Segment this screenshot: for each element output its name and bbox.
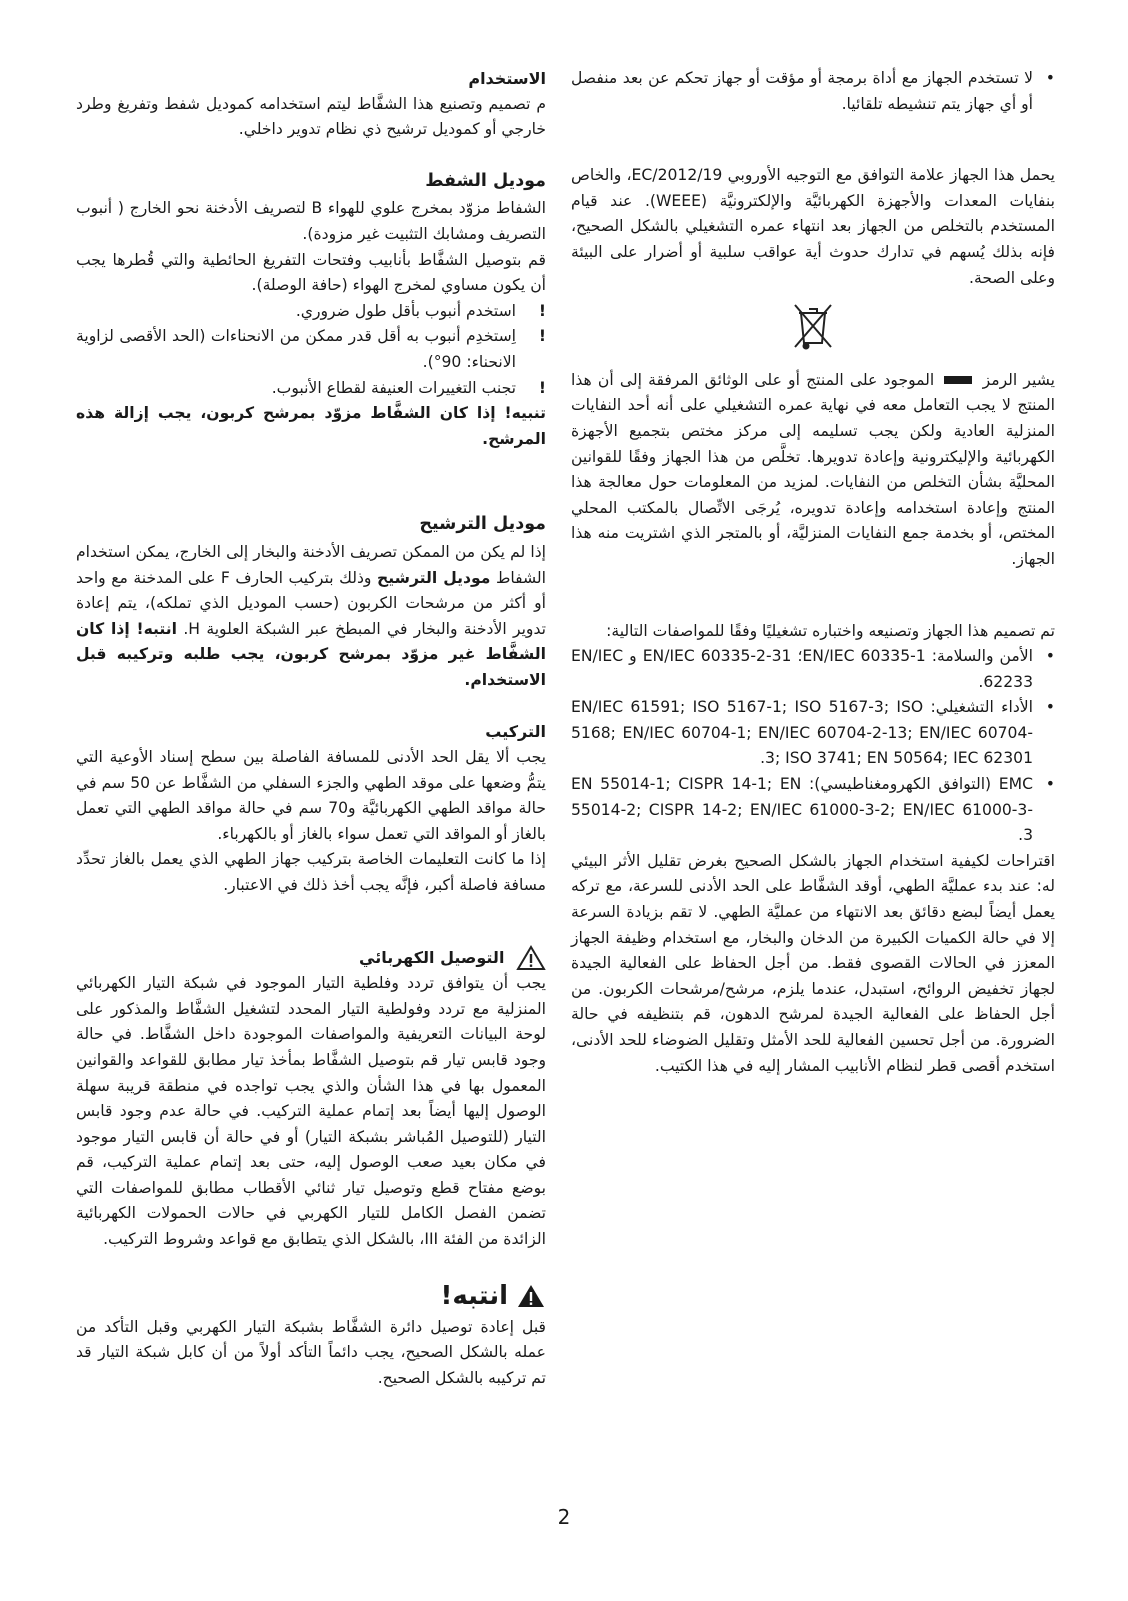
- bullet-item: [76, 299, 546, 325]
- exclamation-mark: !: [538, 378, 546, 397]
- electrical-heading: [76, 945, 546, 972]
- emc-label: EMC (التوافق الكهرومغناطيسي):: [809, 775, 1033, 794]
- attention-paragraph: قبل إعادة توصيل دائرة الشفَّاط بشبكة التيار الكهربي وقبل التأكد من عمله بالشكل الصحيح، يجب دائماً التأكد أولاً من أن كابل شبكة التيار قد تم تركيبه بالشكل الصحيح.: [76, 1317, 546, 1387]
- warning-triangle-outline-icon: [516, 945, 546, 971]
- filter-paragraph: [76, 540, 546, 694]
- filter-bold-1: موديل الترشيح: [377, 568, 491, 587]
- bullet-dot: •: [1045, 69, 1055, 87]
- exclamation-mark: !: [538, 301, 546, 320]
- emc-standards: EN 55014-1; CISPR 14-1; EN 55014-2; CISPR 14-2; EN/IEC 61000-3-2; EN/IEC 61000-3-3.: [571, 775, 1033, 845]
- page-number: 2: [557, 1505, 571, 1529]
- symbol-text-before: يشير الرمز: [982, 370, 1055, 389]
- timer-warning-item: [571, 66, 1055, 117]
- attention-heading-text: انتبه!: [440, 1280, 508, 1311]
- install-heading: التركيب: [485, 722, 546, 742]
- symbol-text-after: الموجود على المنتج أو على الوثائق المرفقة إلى أن هذا المنتج لا يجب التعامل معه في نهاية عمره التشغيلي على أنه أحد النفايات المنزلية العادية ولكن يجب تسليمه إلى مركز مختص بتجميع الأجهزة الكهربائية والإليكترونية وإعادة تدويرها. تخلَّص من هذا الجهاز وفقًا للقوانين المحليَّة بشأن التخلص من النفايات. لمزيد من المعلومات حول معالجة هذا المنتج وإعادة استخدامه وإعادة تدويره، يُرجَى الاتِّصال بالمكتب المحلي المختص، أو بخدمة جمع النفايات المنزليَّة، أو بالمتجر الذي اشتريت منه هذا الجهاز.: [571, 370, 1055, 568]
- use-paragraph: م تصميم وتصنيع هذا الشفَّاط ليتم استخدامه كموديل شفط وتفريغ وطرد خارجي أو كموديل ترشيح ذي نظام تدوير داخلي.: [76, 94, 546, 139]
- carbon-filter-warning: تنبيه! إذا كان الشفَّاط مزوّد بمرشح كربون، يجب إزالة هذه المرشح.: [76, 404, 546, 448]
- symbol-paragraph: [571, 368, 1055, 573]
- install-paragraph-1: يجب ألا يقل الحد الأدنى للمسافة الفاصلة بين سطح إسناد الأوعية التي يتمُّ وضعها على موقد الطهي والجزء السفلي من الشفَّاط عن 50 سم في حالة مواقد الطهي الكهربائيَّة و70 سم في حالة مواقد الطهي التي تعمل بالغاز أو المواقد التي تعمل سواء بالغاز أو بالكهرباء.: [76, 748, 546, 843]
- exclamation-mark: !: [538, 327, 546, 346]
- filter-heading: موديل الترشيح: [419, 514, 546, 535]
- filter-text-2: وذلك بتركيب الحارف F على المدخنة مع واحد أو أكثر من مرشحات الكربون (حسب الموديل الذي تملكه)، يتم إعادة تدوير الأدخنة والبخار في المبطخ عبر الشبكة العلوية H.: [76, 568, 546, 638]
- weee-paragraph: يحمل هذا الجهاز علامة التوافق مع التوجيه الأوروبي 2012/19/EC، والخاص بنفايات المعدات والأجهزة الكهربائيَّة والإلكترونيَّة (WEEE). عند قيام المستخدم بالتخلص من الجهاز بعد انتهاء عمره التشغيلي بالشكل الصحيح، فإنه بذلك يُسهم في تدارك حدوث أية عواقب سلبية أو أضرار على البيئة وعلى الصحة.: [571, 166, 1056, 287]
- use-heading: الاستخدام: [468, 69, 546, 88]
- bullet-dot: •: [1045, 698, 1055, 717]
- bullet-dot: •: [1045, 647, 1055, 666]
- usage-tips-paragraph: اقتراحات لكيفية استخدام الجهاز بالشكل الصحيح بغرض تقليل الأثر البيئي له: عند بدء عمليَّة الطهي، أوقد الشفَّاط على الحد الأدنى للسرعة، مع تركه يعمل أيضاً لبضع دقائق بعد الانتهاء من عمليَّة الطهي. لا تقم بزيادة السرعة إلا في حالة الكميات الكبيرة من الدخان والبخار، مع استخدام وظيفة الجهاز المعزز في الحالات القصوى فقط. من أجل الحفاظ على الفعالية الجيدة لجهاز تخفيض الروائح، استبدل، عندما يلزم، مرشح/مرشحات الكربون. من أجل الحفاظ على الفعالية الجيدة لمرشح الدهون، قم بتنظيفه في حالة الضرورة. من أجل تحسين الفعالية للحد الأمثل وتقليل الضوضاء للحد الأدنى، استخدم أقصى قطر لنظام الأنابيب المشار إليه في هذا الكتيب.: [571, 851, 1055, 1075]
- suction-paragraph-2: قم بتوصيل الشفَّاط بأنابيب وفتحات التفريغ الحائطية والتي قُطرها يجب أن يكون مساوي لمخرج الهواء (حافة الوصلة).: [76, 250, 546, 295]
- left-column: [76, 66, 546, 1391]
- filter-text-1: إذا لم يكن من الممكن تصريف الأدخنة والبخار إلى الخارج، يمكن استخدام الشفاط: [76, 542, 546, 587]
- safety-label: الأمن والسلامة:: [931, 647, 1033, 666]
- install-paragraph-2: إذا ما كانت التعليمات الخاصة بتركيب جهاز الطهي الذي يعمل بالغاز تحدِّد مسافة فاصلة أكبر، فإنَّه يجب أخذ ذلك في الاعتبار.: [76, 850, 546, 895]
- bullet-item: [76, 376, 546, 402]
- safety-standards-item: [571, 644, 1055, 695]
- attention-heading: [76, 1279, 546, 1313]
- electrical-paragraph: يجب أن يتوافق تردد وفلطية التيار الموجود في شبكة التيار الكهربائي المنزلية مع تردد وفولطية التيار المحدد لتشغيل الشفَّاط والمذكور على لوحة البيانات التعريفية والمواصفات الموجودة داخل الشفَّاط. في حالة وجود قابس تيار قم بتوصيل الشفَّاط بمأخذ تيار مطابق للقواعد والقوانين المعمول بها في هذا الشأن والذي يجب تواجده في منطقة قريبة سهلة الوصول إليها أيضاً بعد إتمام عملية التركيب. في حالة عدم وجود قابس التيار (للتوصيل المُباشر بشبكة التيار) أو في حالة أن قابس التيار موجود في مكان بعيد صعب الوصول إليه، حتى بعد إتمام عملية التركيب، قم بوضع مفتاح قطع وتوصيل تيار ثنائي الأقطاب مطابق للمواصفات التي تضمن الفصل الكامل للتيار الكهربي في حالات الحمولات الكهربائية الزائدة من الفئة III، بالشكل الذي يتطابق مع قواعد وشروط التركيب.: [76, 974, 546, 1249]
- standards-intro: تم تصميم هذا الجهاز وتصنيعه واختباره تشغيليًا وفقًا للمواصفات التالية:: [606, 621, 1055, 640]
- bullet-dot: •: [1045, 775, 1055, 794]
- electrical-heading-text: التوصيل الكهربائي: [359, 947, 505, 967]
- warning-triangle-filled-icon: [516, 1283, 546, 1309]
- weee-symbol: [571, 301, 1055, 360]
- right-column: [571, 66, 1055, 1079]
- black-bar-symbol: [944, 376, 972, 384]
- timer-warning-text: لا تستخدم الجهاز مع أداة برمجة أو مؤقت أو جهاز تحكم عن بعد منفصل أو أي جهاز يتم تنشيطه تلقائيا.: [571, 69, 1033, 113]
- performance-label: الأداء التشغيلي:: [930, 698, 1033, 717]
- suction-heading: موديل الشفط: [425, 170, 546, 191]
- performance-standards: EN/IEC 61591; ISO 5167-1; ISO 5167-3; ISO 5168; EN/IEC 60704-1; EN/IEC 60704-2-13; EN/IEC 60704-3; ISO 3741; EN 50564; IEC 62301.: [571, 698, 1033, 768]
- bullet-text: استخدم أنبوب بأقل طول ضروري.: [295, 301, 516, 320]
- filter-bold-2: انتبه! إذا كان الشفَّاط غير مزوّد بمرشح كربون، يجب طلبه وتركيبه قبل الاستخدام.: [76, 619, 546, 689]
- suction-paragraph-1: الشفاط مزوّد بمخرج علوي للهواء B لتصريف الأدخنة نحو الخارج ( أنبوب التصريف ومشابك التثبيت غير مزودة).: [76, 199, 546, 243]
- bullet-text: اِستخدِم أنبوب به أقل قدر ممكن من الانحناءات (الحد الأقصى لزاوية الانحناء: 90°).: [76, 327, 516, 371]
- emc-standards-item: [571, 772, 1055, 849]
- safety-standards: EN/IEC 60335-1؛ EN/IEC 60335-2-31 و EN/IEC 62233.: [571, 647, 1033, 691]
- bullet-text: تجنب التغييرات العنيفة لقطاع الأنبوب.: [271, 378, 516, 397]
- performance-standards-item: [571, 695, 1055, 772]
- crossed-out-wheelie-bin-icon: [791, 301, 835, 351]
- bullet-item: [76, 324, 546, 375]
